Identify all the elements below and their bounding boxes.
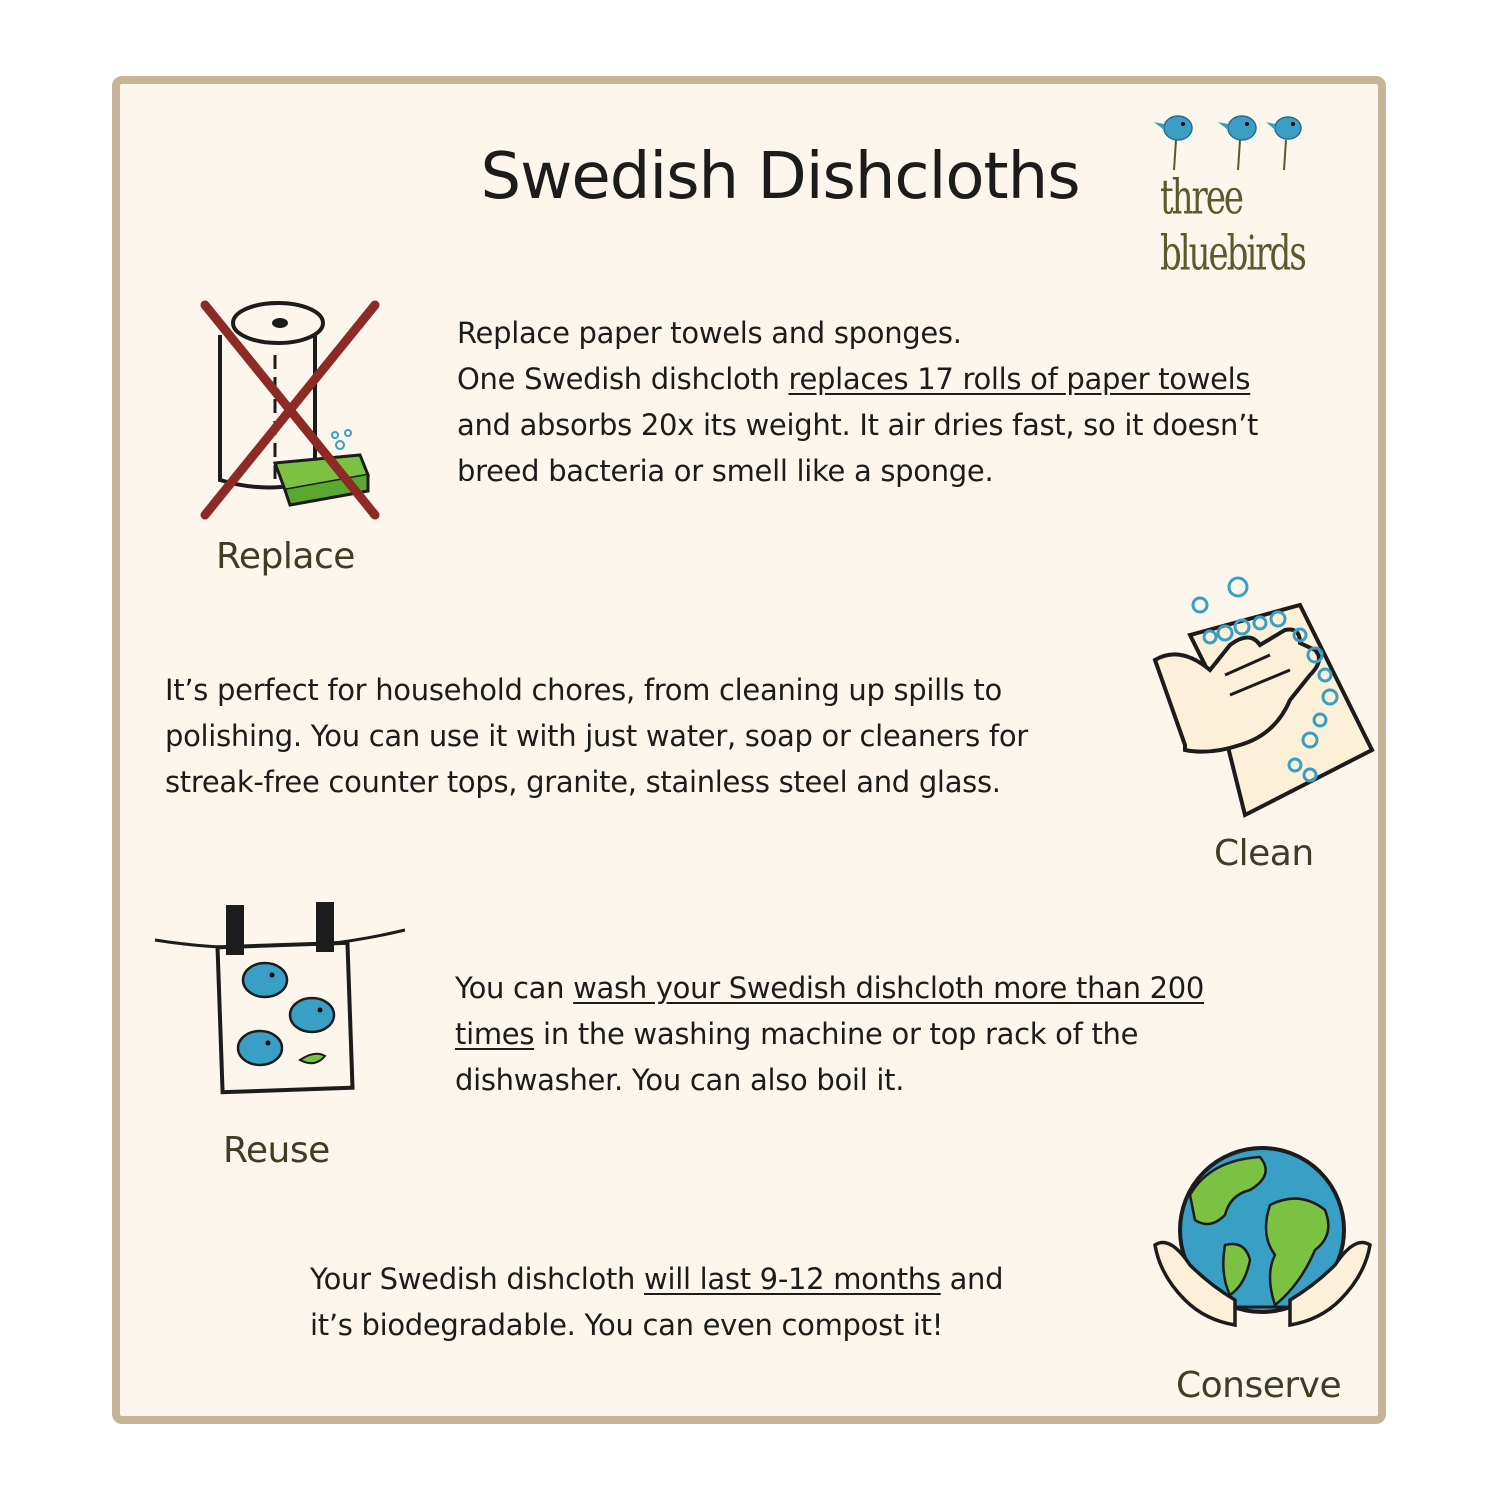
conserve-line-2: it’s biodegradable. You can even compost it!: [310, 1308, 944, 1342]
replace-line-2-text: One Swedish dishcloth: [457, 362, 789, 396]
brand-logo: [1150, 100, 1360, 282]
reuse-line-1: [455, 965, 1204, 1011]
replace-line-2: [457, 356, 1258, 402]
bluebirds-icon: [1150, 100, 1360, 180]
reuse-line-2-text: in the washing machine or top rack of the: [534, 1017, 1139, 1051]
conserve-line-1-text: Your Swedish dishcloth: [310, 1262, 645, 1296]
replace-line-3: and absorbs 20x its weight. It air dries fast, so it doesn’t: [457, 408, 1259, 442]
page-title: Swedish Dishcloths: [480, 140, 1080, 214]
label-reuse: Reuse: [223, 1130, 330, 1171]
replace-line-1: Replace paper towels and sponges.: [457, 316, 962, 350]
conserve-text: [310, 1256, 1003, 1348]
conserve-underlined-claim: will last 9-12 months: [644, 1262, 941, 1296]
label-conserve: Conserve: [1176, 1365, 1342, 1406]
label-clean: Clean: [1214, 833, 1314, 874]
brand-name: three bluebirds: [1160, 170, 1305, 282]
replace-text: [457, 310, 1258, 494]
clean-text: [165, 667, 1028, 805]
reuse-line-3: dishwasher. You can also boil it.: [455, 1063, 905, 1097]
hanging-dishcloth-icon: [150, 900, 410, 1100]
replace-underlined-claim: replaces 17 rolls of paper towels: [788, 362, 1251, 396]
label-replace: Replace: [216, 536, 355, 577]
paper-towel-crossed-icon: [190, 295, 390, 525]
reuse-line-1-text: You can: [455, 971, 574, 1005]
earth-in-hands-icon: [1150, 1135, 1375, 1360]
clean-line-1: It’s perfect for household chores, from cleaning up spills to: [165, 673, 1002, 707]
conserve-line-1: [310, 1256, 1003, 1302]
replace-line-4: breed bacteria or smell like a sponge.: [457, 454, 994, 488]
clean-line-3: streak-free counter tops, granite, stainless steel and glass.: [165, 765, 1001, 799]
reuse-line-2: [455, 1011, 1204, 1057]
reuse-text: [455, 965, 1204, 1103]
reuse-underlined-claim: wash your Swedish dishcloth more than 200: [573, 971, 1205, 1005]
conserve-line-1-end: and: [940, 1262, 1004, 1296]
clean-line-2: polishing. You can use it with just water, soap or cleaners for: [165, 719, 1028, 753]
hand-cleaning-icon: [1150, 575, 1375, 825]
reuse-underlined-times: times: [455, 1017, 535, 1051]
